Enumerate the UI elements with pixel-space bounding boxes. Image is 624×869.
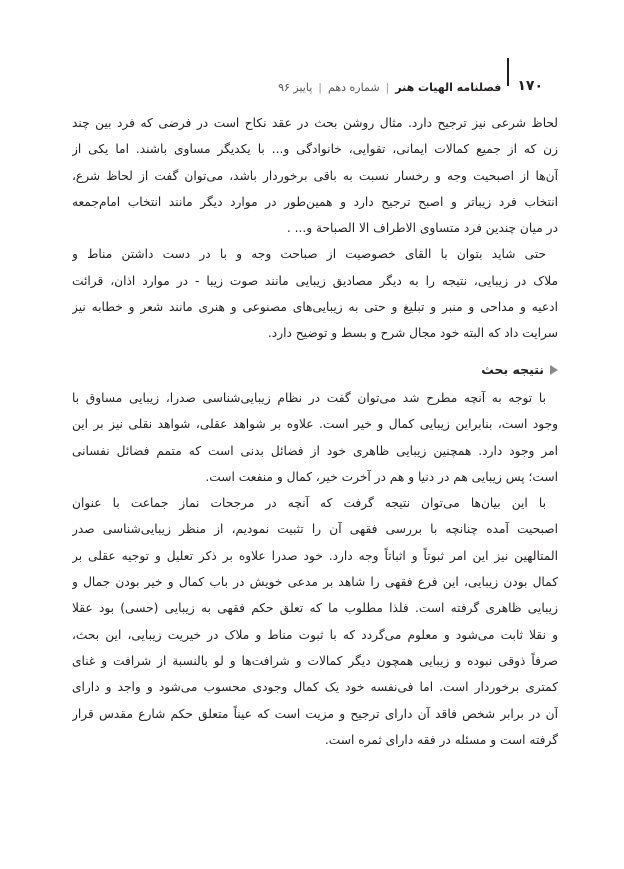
text-line: انتخاب فرد زیباتر و اصبح ترجیح دارد و همین‌طور در موارد دیگر مانند انتخاب امام‌جمعه: [72, 194, 558, 209]
text-line: آن‌ها از اصبحیت وجه و رخسار نسبت به باقی برخوردار باشد، می‌توان گفت از لحاظ شرع،: [72, 168, 558, 183]
text-line: زیبایی ظاهری گرفته است. فلذا مطلوب ما که تعلق حکم فقهی به زیبایی (حسی) بود عقلا: [72, 601, 558, 616]
text-line: اصبحیت آمده چنانچه با بررسی فقهی آن را تثبیت نمودیم، از منظر زیبایی‌شناسی صدر: [72, 522, 558, 537]
text-line: صرفاً ذوقی نبوده و زیبایی همچون دیگر کمالات و شرافت‌ها و لو بالنسبة از شرافت و غنای: [72, 653, 558, 668]
header-separator: |: [385, 81, 390, 94]
paragraph-2: [72, 241, 558, 346]
text-line: لحاظ شرعی نیز ترجیح دارد. مثال روشن بحث در عقد نکاح است در فرضی که فرد بین چند: [72, 116, 558, 130]
page-number: ۱۷۰: [517, 78, 543, 94]
text-line: با این بیان‌ها می‌توان نتیجه گرفت که آنچه در مرجحات نماز جماعت با عنوان: [72, 496, 546, 511]
text-line: وجود است، بنابراین زیبایی کمال و خیر است. علاوه بر شواهد عقلی، شواهد نقلی نیز بر این: [72, 417, 558, 432]
text-line: ادعیه و مداحی و منبر و تبلیغ و حتی به زیبایی‌های مصنوعی و هنری مانند شعر و خطابه نیز: [72, 300, 558, 315]
text-line: کمتری برخوردار است. اما فی‌نفسه خود یک کمال وجودی محسوب می‌شود و واجد و دارای: [72, 680, 558, 695]
header-divider: [507, 58, 509, 86]
section-heading-text: نتیجه بحث: [481, 361, 544, 377]
running-header: [88, 66, 543, 94]
paragraph-4: [72, 490, 558, 753]
paragraph-1: [72, 110, 558, 241]
text-line: حتی شاید بتوان با القای خصوصیت از صباحت وجه و با در دست داشتن مناط و: [72, 247, 546, 262]
paragraph-3: [72, 385, 558, 490]
text-line: زن که از جمیع کمالات ایمانی، تقوایی، خانوادگی و... با یکدیگر مساوی باشند. اما یکی از: [72, 142, 558, 157]
text-line: المتالهین نیز این امر ثبوتاً و اثباتاً وجه دارد. خود صدرا علاوه بر ذکر تعلیل و توجیه عقلی بر: [72, 548, 558, 563]
section-heading: [72, 357, 558, 383]
text-line: گرفته است و مسئله در فقه دارای ثمره است.: [324, 732, 558, 747]
header-text: [278, 81, 501, 94]
text-line: سرایت داد که البته خود مجال شرح و بسط و توضیح دارد.: [267, 326, 558, 341]
issue-label: شماره دهم: [328, 81, 380, 94]
text-line: با توجه به آنچه مطرح شد می‌توان گفت در نظام زیبایی‌شناسی صدرا، زیبایی مساوق با: [72, 390, 546, 405]
triangle-bullet-icon: [550, 365, 558, 375]
text-line: کمال بودن زیبایی، این فرع فقهی را شاهد بر مدعی خویش در باب کمال و خیر بودن جمال و: [72, 575, 558, 590]
page-body: [72, 110, 558, 753]
text-line: و نقلا ثابت می‌شود و معلوم می‌گردد که با ثبوت مناط و ملاک در خیریت زیبایی، این بحث،: [72, 627, 558, 642]
journal-title: فصلنامه الهیات هنر: [395, 81, 502, 94]
text-line: است؛ پس زیبایی هم در دنیا و هم در آخرت خیر، کمال و منفعت است.: [205, 469, 558, 484]
text-line: در میان چندین فرد متساوی الاطراف الا الصباحة و... .: [286, 221, 558, 236]
text-line: آن در برابر شخص فاقد آن دارای ترجیح و مزیت است که عیناً متعلق حکم شارع مقدس قرار: [72, 706, 558, 721]
season-label: پاییز ۹۶: [278, 81, 313, 94]
text-line: امر وجود دارد. همچنین زیبایی ظاهری خود از فضائل بدنی است که متمم فضائل نفسانی: [72, 443, 558, 458]
text-line: ملاک در زیبایی، نتیجه را به دیگر مصادیق زیبایی مانند صوت زیبا - در موارد اذان، قرائت: [72, 273, 558, 288]
header-separator: |: [318, 81, 323, 94]
